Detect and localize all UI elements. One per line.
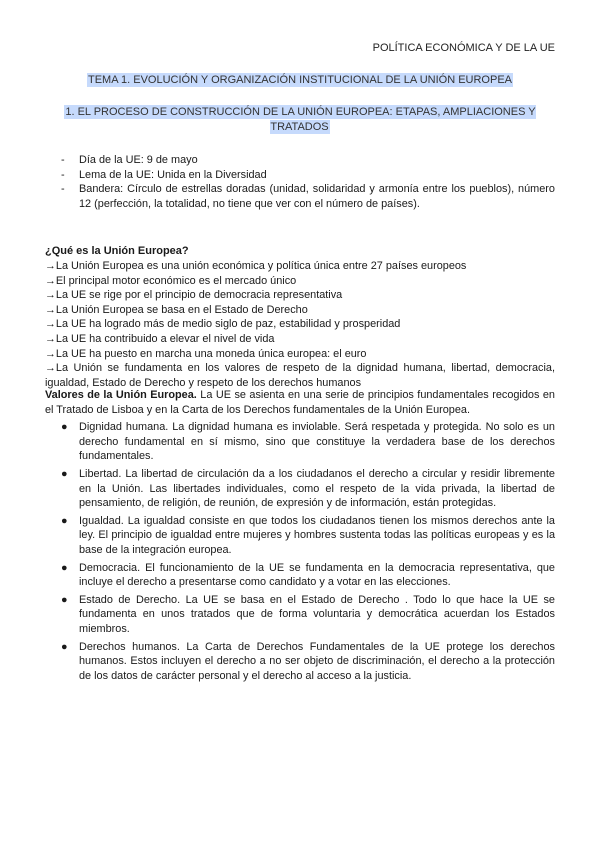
list-item: ● Democracia. El funcionamiento de la UE se fundamenta en la democracia representativa, que incluye el derecho a presentarse como candidato y a votar en las elecciones. [61, 561, 555, 589]
list-item: - Día de la UE: 9 de mayo [61, 154, 198, 166]
list-item: ● Dignidad humana. La dignidad humana es inviolable. Será respetada y protegida. No solo es un derecho fundamental en sí mismo, sino que constituye la verdadera base de los derechos fundamentales. [61, 421, 555, 463]
bullet-icon: ● [61, 640, 68, 653]
valores-intro [45, 388, 555, 417]
que-es-line: →La Unión se fundamenta en los valores de respeto de la dignidad humana, libertad, democracia, igualdad, Estado de Derecho y respeto de los derechos humanos [45, 362, 555, 389]
que-es-line: →La UE ha logrado más de medio siglo de paz, estabilidad y prosperidad [45, 318, 401, 331]
que-es-line: →La Unión Europea se basa en el Estado de Derecho [45, 303, 308, 316]
course-header: POLÍTICA ECONÓMICA Y DE LA UE [372, 42, 555, 54]
dash-marker: - [61, 154, 65, 166]
que-es-section [45, 244, 555, 390]
bullet-icon: ● [61, 421, 68, 434]
valores-list [45, 420, 555, 683]
dash-marker: - [61, 168, 65, 181]
dash-marker: - [61, 183, 65, 196]
intro-list [45, 153, 555, 211]
topic-title [45, 73, 555, 88]
list-item: - Lema de la UE: Unida en la Diversidad [61, 168, 267, 181]
que-es-heading: ¿Qué es la Unión Europea? [45, 245, 189, 257]
que-es-line: →La UE ha contribuido a elevar el nivel de vida [45, 332, 275, 345]
list-item: ● Igualdad. La igualdad consiste en que todos los ciudadanos tienen los mismos derechos ante la ley. El principio de igualdad entre mujeres y hombres sustenta todas las políticas europeas y es la base de la integración europea. [61, 514, 555, 556]
section-title-text: 1. EL PROCESO DE CONSTRUCCIÓN DE LA UNIÓN EUROPEA: ETAPAS, AMPLIACIONES Y TRATADOS [65, 106, 536, 133]
list-item: - Bandera: Círculo de estrellas doradas (unidad, solidaridad y armonía entre los pueblos), número 12 (perfección, la totalidad, no tiene que ver con el número de países). [61, 183, 555, 210]
bullet-icon: ● [61, 593, 68, 606]
list-item: ● Estado de Derecho. La UE se basa en el Estado de Derecho . Todo lo que hace la UE se fundamenta en unos tratados que de forma voluntaria y democrática acuerdan los Estados miembros. [61, 593, 555, 635]
que-es-line: →La UE ha puesto en marcha una moneda única europea: el euro [45, 347, 367, 360]
que-es-line: →La Unión Europea es una unión económica y política única entre 27 países europeos [45, 260, 467, 272]
bullet-icon: ● [61, 514, 68, 527]
que-es-line: →La UE se rige por el principio de democracia representativa [45, 289, 343, 302]
list-item: ● Derechos humanos. La Carta de Derechos Fundamentales de la UE protege los derechos humanos. Estos incluyen el derecho a no ser objeto de discriminación, el derecho a la protección de los datos de carácter personal y el derecho al acceso a la justicia. [61, 640, 555, 682]
valores-section [45, 388, 555, 683]
valores-heading: Valores de la Unión Europea. [45, 389, 197, 401]
topic-title-text: TEMA 1. EVOLUCIÓN Y ORGANIZACIÓN INSTITUCIONAL DE LA UNIÓN EUROPEA [88, 74, 512, 86]
bullet-icon: ● [61, 467, 68, 480]
valores-intro-text: La UE se asienta en una serie de principios fundamentales recogidos en el Tratado de Lisboa y en la Carta de los Derechos fundamentales de la Unión Europea. [45, 389, 555, 416]
section-title [45, 105, 555, 135]
list-item: ● Libertad. La libertad de circulación da a los ciudadanos el derecho a circular y residir libremente en la Unión. Las libertades individuales, como el respeto de la vida privada, la libertad de pensamiento, de religión, de reunión, de expresión y de información, están protegidas. [61, 467, 555, 510]
que-es-line: →El principal motor económico es el mercado único [45, 274, 297, 287]
bullet-icon: ● [61, 561, 68, 574]
